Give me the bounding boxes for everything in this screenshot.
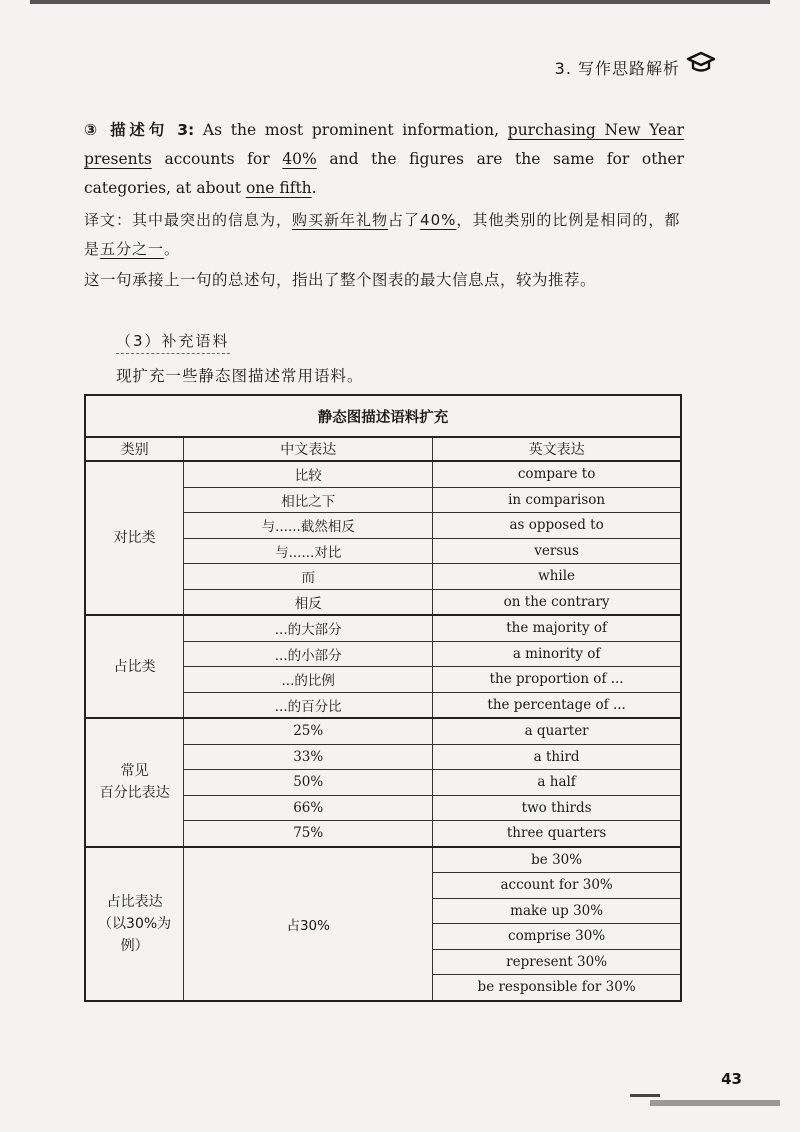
text-segment: . [311, 179, 317, 197]
category-line: 常见 [120, 763, 149, 780]
category-line: 例） [120, 937, 149, 954]
underlined-phrase: 购买新年礼物 [292, 211, 389, 229]
footer-bar [650, 1100, 780, 1106]
english-expression: represent 30% [433, 949, 681, 975]
translation-paragraph [84, 206, 684, 264]
english-expression: compare to [433, 461, 681, 487]
chinese-expression: 66% [184, 795, 433, 821]
footer-dash [630, 1094, 660, 1097]
chinese-expression: 33% [184, 744, 433, 770]
chinese-expression: ...的百分比 [184, 692, 433, 718]
category-cell: 对比类 [85, 461, 184, 615]
english-expression: account for 30% [433, 873, 681, 899]
english-expression: a quarter [433, 718, 681, 744]
text-segment: ，其他类别的比例是相同的，都是 [84, 211, 681, 258]
english-expression: be 30% [433, 847, 681, 873]
english-expression: as opposed to [433, 513, 681, 539]
english-expression: two thirds [433, 795, 681, 821]
category-line: 百分比表达 [99, 785, 170, 802]
english-expression: make up 30% [433, 898, 681, 924]
english-expression: the percentage of ... [433, 692, 681, 718]
english-expression: versus [433, 538, 681, 564]
english-expression: a minority of [433, 641, 681, 667]
commentary-paragraph: 这一句承接上一句的总述句，指出了整个图表的最大信息点，较为推荐。 [84, 271, 597, 289]
chinese-expression: 50% [184, 770, 433, 796]
chinese-expression: 25% [184, 718, 433, 744]
english-expression: comprise 30% [433, 924, 681, 950]
text-segment: As the most prominent information, [194, 121, 508, 139]
top-rule [30, 0, 770, 4]
english-expression: on the contrary [433, 589, 681, 615]
column-header: 英文表达 [433, 437, 681, 461]
chinese-expression: 与......截然相反 [184, 513, 433, 539]
graduation-cap-icon [686, 50, 716, 74]
chinese-expression: 相比之下 [184, 487, 433, 513]
english-expression: a third [433, 744, 681, 770]
text-segment: 译文：其中最突出的信息为， [84, 211, 293, 229]
underlined-phrase: 40% [420, 211, 457, 229]
category-line: 占比表达 [106, 893, 163, 910]
category-cell [85, 718, 184, 847]
underlined-phrase: 40% [282, 150, 317, 168]
english-expression: the majority of [433, 615, 681, 641]
chinese-expression: 占30% [184, 847, 433, 1001]
chinese-expression: ...的大部分 [184, 615, 433, 641]
english-expression: a half [433, 770, 681, 796]
underlined-phrase: 五分之一 [100, 240, 165, 258]
english-expression: in comparison [433, 487, 681, 513]
text-segment: accounts for [151, 150, 283, 168]
chinese-expression: 75% [184, 821, 433, 847]
text-segment: 占了 [388, 211, 421, 229]
category-line: （以30%为 [98, 915, 172, 932]
chinese-expression: 相反 [184, 589, 433, 615]
text-segment: and the figures are the same for other categories, at about [84, 150, 684, 197]
table-caption: 静态图描述语料扩充 [85, 395, 681, 437]
text-segment: 。 [164, 240, 181, 258]
page-number: 43 [721, 1070, 742, 1088]
english-expression: three quarters [433, 821, 681, 847]
table-row [85, 461, 681, 487]
underlined-phrase: one fifth [245, 179, 312, 197]
table-row [85, 718, 681, 744]
column-header: 类别 [85, 437, 184, 461]
english-expression: be responsible for 30% [433, 975, 681, 1001]
chinese-expression: 与......对比 [184, 538, 433, 564]
chinese-expression: ...的比例 [184, 667, 433, 693]
section-intro: 现扩充一些静态图描述常用语料。 [116, 367, 364, 385]
english-expression: the proportion of ... [433, 667, 681, 693]
english-expression: while [433, 564, 681, 590]
category-cell [85, 847, 184, 1001]
column-header: 中文表达 [184, 437, 433, 461]
underlined-phrase: purchasing New Year presents [84, 121, 684, 168]
expression-table [84, 394, 682, 1002]
chinese-expression: 比较 [184, 461, 433, 487]
sentence-label: ③ 描述句 3: [84, 121, 195, 139]
table-row [85, 847, 681, 873]
chinese-expression: 而 [184, 564, 433, 590]
section-subheading: （3）补充语料 [116, 330, 230, 354]
category-cell: 占比类 [85, 615, 184, 718]
table-row [85, 615, 681, 641]
chapter-title: 3. 写作思路解析 [554, 59, 680, 78]
description-sentence-3 [84, 116, 684, 203]
chinese-expression: ...的小部分 [184, 641, 433, 667]
